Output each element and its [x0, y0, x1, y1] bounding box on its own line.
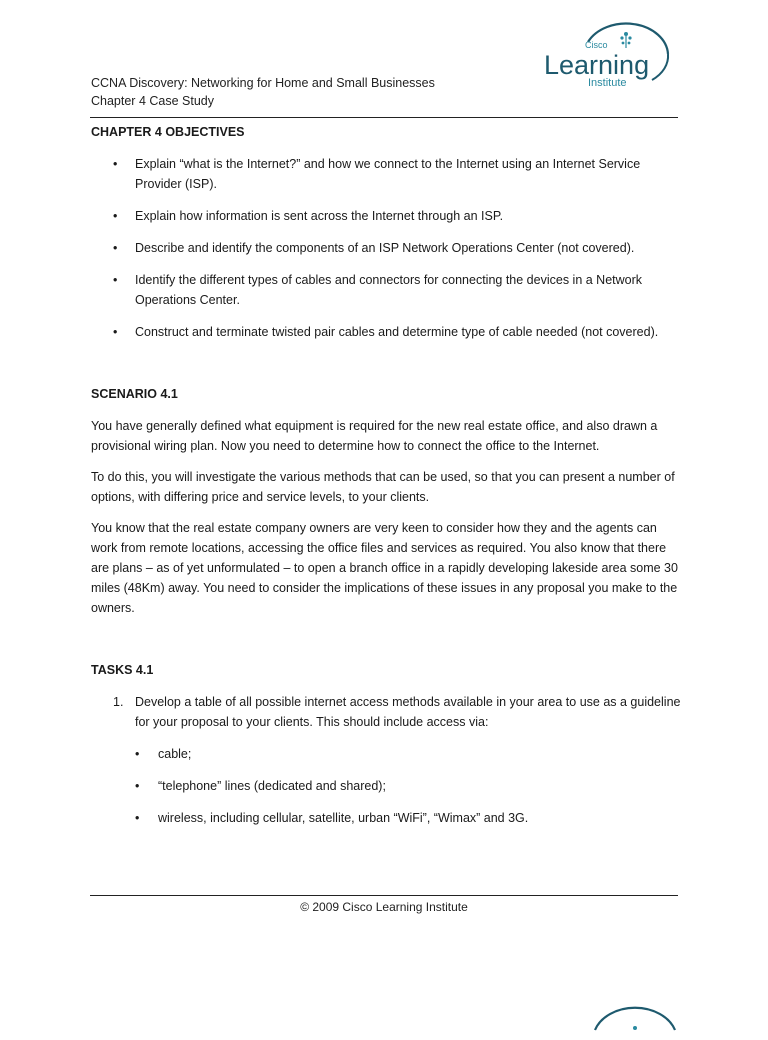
bullet: •	[135, 747, 140, 761]
scenario-paragraph: You know that the real estate company owners are very keen to consider how they and the agents can work from remote locations, accessing the office files and services as required. You also know that there are plans – as of yet unformulated – to open a branch office in a rapidly developing lakeside area some 30 miles (48Km) away. You need to consider the implications of these issues in any proposal you make to the owners.	[91, 521, 678, 615]
next-page-logo-fragment	[585, 1000, 685, 1040]
tasks-list	[91, 692, 681, 732]
bullet: •	[113, 273, 118, 287]
objective-item: • Construct and terminate twisted pair cables and determine type of cable needed (not covered).	[91, 322, 681, 342]
page-header	[91, 74, 435, 110]
header-rule	[90, 117, 678, 118]
document-body	[91, 122, 681, 828]
chapter-title: Chapter 4 Case Study	[91, 94, 214, 108]
logo-small-text: Cisco	[585, 40, 608, 50]
objective-item: • Describe and identify the components of an ISP Network Operations Center (not covered).	[91, 238, 681, 258]
bullet: •	[113, 241, 118, 255]
bullet: •	[135, 779, 140, 793]
bullet: •	[113, 325, 118, 339]
scenario-paragraph: To do this, you will investigate the various methods that can be used, so that you can present a number of options, with differing price and service levels, to your clients.	[91, 470, 675, 504]
scenario-heading: SCENARIO 4.1	[91, 387, 178, 401]
footer-rule	[90, 895, 678, 896]
footer-copyright: © 2009 Cisco Learning Institute	[300, 900, 468, 914]
bullet: •	[135, 811, 140, 825]
objective-item: • Explain “what is the Internet?” and how we connect to the Internet using an Internet Service Provider (ISP).	[91, 154, 681, 194]
bullet: •	[113, 209, 118, 223]
task-text: Develop a table of all possible internet access methods available in your area to use as a guideline for your proposal to your clients. This should include access via:	[135, 695, 681, 729]
logo-sub-text: Institute	[588, 77, 627, 89]
cisco-learning-institute-logo	[540, 14, 680, 90]
objectives-list	[91, 154, 681, 342]
logo-main-text: Learning	[544, 50, 650, 80]
scenario-paragraph: You have generally defined what equipment is required for the new real estate office, and also drawn a provisional wiring plan. Now you need to determine how to connect the office to the Internet.	[91, 419, 658, 453]
objective-item: • Identify the different types of cables and connectors for connecting the devices in a Network Operations Center.	[91, 270, 681, 310]
task-number: 1.	[113, 695, 124, 709]
tree-icon	[620, 32, 631, 48]
task-sub-item: • wireless, including cellular, satellite, urban “WiFi”, “Wimax” and 3G.	[91, 808, 681, 828]
task-sub-item: • cable;	[91, 744, 681, 764]
task-item	[91, 692, 681, 732]
tasks-heading: TASKS 4.1	[91, 663, 154, 677]
task-sub-item: • “telephone” lines (dedicated and shared);	[91, 776, 681, 796]
task-sub-list	[91, 744, 681, 828]
objectives-heading: CHAPTER 4 OBJECTIVES	[91, 125, 245, 139]
objective-item: • Explain how information is sent across the Internet through an ISP.	[91, 206, 681, 226]
bullet: •	[113, 157, 118, 171]
course-title: CCNA Discovery: Networking for Home and Small Businesses	[91, 76, 435, 90]
